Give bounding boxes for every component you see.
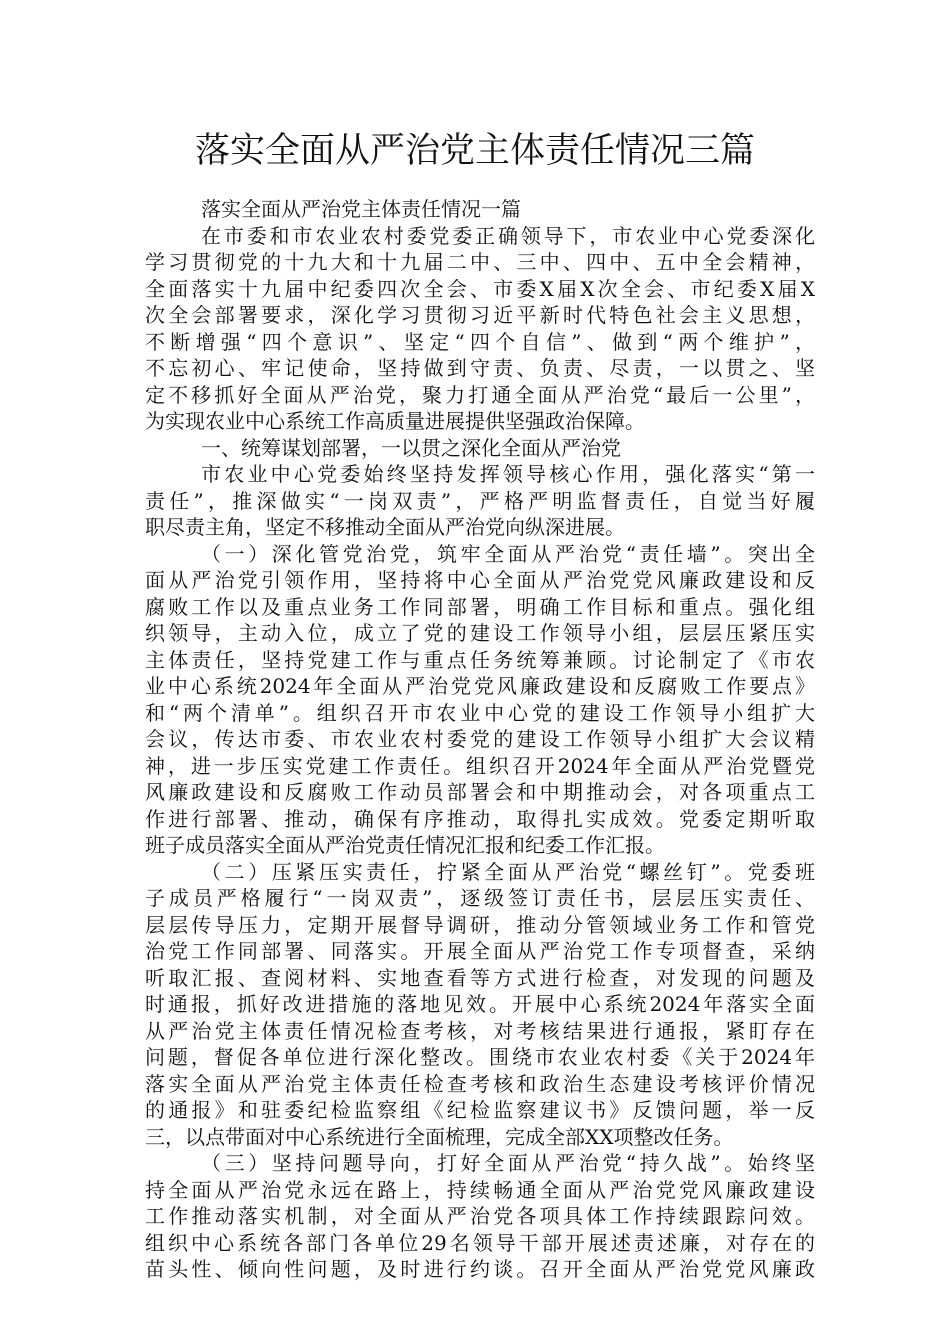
document-body: [145, 196, 815, 1283]
text-line: 定不移抓好全面从严治党，聚力打通全面从严治党“最后一公里”，: [145, 382, 815, 407]
text-line: （三）坚持问题导向，打好全面从严治党“持久战”。始终坚: [201, 1151, 815, 1175]
text-line: 全面落实十九届中纪委四次全会、市委X届X次全会、市纪委X届X: [145, 276, 815, 301]
text-line: 落实全面从严治党主体责任检查考核和政治生态建设考核评价情况: [145, 1071, 815, 1096]
text-line: 苗头性、倾向性问题，及时进行约谈。召开全面从严治党党风廉政: [145, 1257, 815, 1281]
text-line: 为实现农业中心系统工作高质量进展提供坚强政治保障。: [145, 409, 645, 433]
text-line: 的通报》和驻委纪检监察组《纪检监察建议书》反馈问题，举一反: [145, 1098, 815, 1122]
text-line: 腐败工作以及重点业务工作同部署，明确工作目标和重点。强化组: [145, 594, 815, 619]
text-line: 市农业中心党委始终坚持发挥领导核心作用，强化落实“第一: [201, 462, 815, 486]
text-line: 层层传导压力，定期开展督导调研，推动分管领域业务工作和管党: [145, 912, 815, 937]
text-line: 次全会部署要求，深化学习贯彻习近平新时代特色社会主义思想，: [145, 303, 815, 327]
text-line: 听取汇报、查阅材料、实地查看等方式进行检查，对发现的问题及: [145, 965, 815, 990]
text-line: 面从严治党引领作用，坚持将中心全面从严治党党风廉政建设和反: [145, 568, 815, 592]
text-line: 问题，督促各单位进行深化整改。围绕市农业农村委《关于2024年: [145, 1045, 815, 1069]
text-line: 织领导，主动入位，成立了党的建设工作领导小组，层层压紧压实: [145, 621, 815, 645]
text-line: 工作推动落实机制，对全面从严治党各项具体工作持续跟踪问效。: [145, 1204, 815, 1228]
text-line: 和“两个清单”。组织召开市农业中心党的建设工作领导小组扩大: [145, 700, 815, 725]
text-line: 组织中心系统各部门各单位29名领导干部开展述责述廉，对存在的: [145, 1230, 815, 1255]
text-line: 一、统筹谋划部署，一以贯之深化全面从严治党: [201, 435, 621, 460]
text-line: 不断增强“四个意识”、坚定“四个自信”、做到“两个维护”，: [145, 329, 815, 354]
text-line: （一）深化管党治党，筑牢全面从严治党“责任墙”。突出全: [201, 541, 815, 566]
text-line: 风廉政建设和反腐败工作动员部署会和中期推动会，对各项重点工: [145, 780, 815, 804]
text-line: 会议，传达市委、市农业农村委党的建设工作领导小组扩大会议精: [145, 727, 815, 751]
text-line: 不忘初心、牢记使命，坚持做到守责、负责、尽责，一以贯之、坚: [145, 356, 815, 380]
text-line: 子成员严格履行“一岗双责”，逐级签订责任书，层层压实责任、: [145, 886, 815, 910]
text-line: 治党工作同部署、同落实。开展全面从严治党工作专项督查，采纳: [145, 939, 815, 963]
text-line: 神，进一步压实党建工作责任。组织召开2024年全面从严治党暨党: [145, 753, 815, 778]
text-line: 时通报，抓好改进措施的落地见效。开展中心系统2024年落实全面: [145, 992, 815, 1016]
document-title: 落实全面从严治党主体责任情况三篇: [194, 131, 755, 171]
text-line: 职尽责主角，坚定不移推动全面从严治党向纵深进展。: [145, 515, 625, 539]
text-line: 三，以点带面对中心系统进行全面梳理，完成全部XX项整改任务。: [145, 1124, 734, 1149]
text-line: 班子成员落实全面从严治党责任情况汇报和纪委工作汇报。: [145, 833, 665, 857]
text-line: 主体责任，坚持党建工作与重点任务统筹兼顾。讨论制定了《市农: [145, 647, 815, 672]
text-line: 学习贯彻党的十九大和十九届二中、三中、四中、五中全会精神，: [145, 250, 815, 274]
text-line: 责任”，推深做实“一岗双责”，严格严明监督责任，自觉当好履: [145, 488, 815, 513]
text-line: 从严治党主体责任情况检查考核，对考核结果进行通报，紧盯存在: [145, 1018, 815, 1043]
text-line: （二）压紧压实责任，拧紧全面从严治党“螺丝钉”。党委班: [201, 859, 815, 884]
text-line: 业中心系统2024年全面从严治党党风廉政建设和反腐败工作要点》: [145, 674, 815, 698]
text-line: 作进行部署、推动，确保有序推动，取得扎实成效。党委定期听取: [145, 806, 815, 831]
text-line: 落实全面从严治党主体责任情况一篇: [201, 197, 521, 221]
text-line: 在市委和市农业农村委党委正确领导下，市农业中心党委深化: [201, 223, 815, 248]
text-line: 持全面从严治党永远在路上，持续畅通全面从严治党党风廉政建设: [145, 1177, 815, 1202]
